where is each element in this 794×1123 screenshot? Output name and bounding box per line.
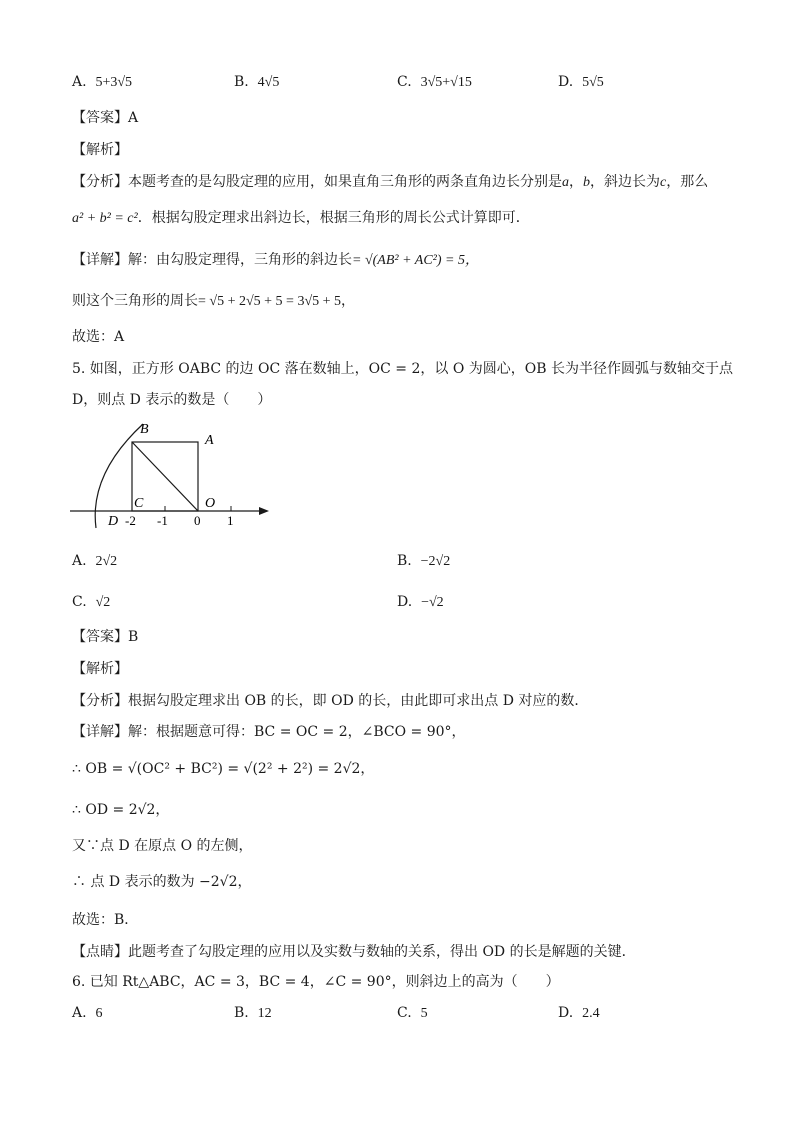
option-letter: A. [72, 553, 87, 569]
q6-option-c [397, 1003, 428, 1024]
q5-detail-line5: ∴ 点 D 表示的数为 −2√2， [72, 874, 252, 890]
tick-label: 1 [227, 513, 234, 528]
q5-option-d [397, 592, 444, 613]
label-d: D [108, 514, 119, 529]
q5-answer [72, 627, 138, 647]
arrow-icon [259, 507, 269, 515]
fenxi-text: ．根据勾股定理求出斜边长，根据三角形的周长公式计算即可． [137, 210, 530, 226]
q5-detail-line2: ∴ OB = √(OC² + BC²) = √(2² + 2²) = 2√2， [72, 761, 375, 777]
option-letter: A. [72, 1005, 87, 1021]
label-c: C [134, 496, 144, 511]
option-letter: B. [234, 74, 249, 90]
detail-text: 解：根据题意可得：BC = OC = 2，∠BCO = 90°， [128, 724, 466, 740]
q4-option-a [72, 72, 132, 93]
detail-tag: 【详解】 [72, 252, 128, 268]
q4-analysis-heading: 【解析】 [72, 142, 128, 158]
fenxi-text: ，那么 [666, 174, 709, 190]
q4-answer [72, 108, 138, 128]
answer-tag: 【答案】 [72, 110, 128, 126]
option-text: √2 [95, 595, 111, 610]
q4-select: 故选：A [72, 329, 125, 345]
q5-option-c [72, 592, 110, 613]
option-text: 3√5+√15 [420, 75, 472, 90]
answer-value: A [128, 110, 139, 126]
q4-option-c [397, 72, 472, 93]
q5-fenxi [72, 691, 588, 711]
fenxi-text: ，斜边长为 [590, 174, 660, 190]
q6-option-b [234, 1003, 272, 1024]
option-text: 4√5 [257, 75, 280, 90]
q4-fenxi-line2 [72, 208, 530, 229]
dianjing-text: 此题考查了勾股定理的应用以及实数与数轴的关系，得出 OD 的长是解题的关键． [128, 944, 636, 960]
q5-dianjing [72, 942, 636, 962]
option-letter: C. [397, 1005, 412, 1021]
tick-label: -1 [157, 513, 168, 528]
q5-option-a [72, 551, 117, 572]
q6-stem: 6. 已知 Rt△ABC，AC = 3，BC = 4，∠C = 90°，则斜边上的高为（ ） [72, 974, 560, 990]
fenxi-tag: 【分析】 [72, 174, 128, 190]
tick-label: 0 [194, 513, 201, 528]
q6-option-a [72, 1003, 102, 1024]
q4-option-d [558, 72, 604, 93]
option-text: 5√5 [582, 75, 604, 90]
option-text: 5 [420, 1006, 428, 1021]
label-b: B [140, 422, 149, 437]
q5-select: 故选：B． [72, 912, 139, 928]
option-letter: D. [558, 74, 574, 90]
var-b: b [583, 175, 590, 190]
q5-stem-line1: 5. 如图，正方形 OABC 的边 OC 落在数轴上，OC = 2，以 O 为圆心，OB 长为半径作圆弧与数轴交于点 [72, 361, 733, 377]
option-text: 2√2 [95, 554, 118, 569]
detail-text: 解：由勾股定理得，三角形的斜边长 [128, 252, 352, 268]
fenxi-tag: 【分析】 [72, 693, 128, 709]
option-letter: C. [397, 74, 412, 90]
option-text: 5+3√5 [95, 75, 133, 90]
option-letter: D. [558, 1005, 574, 1021]
label-o: O [205, 496, 216, 511]
q5-figure [68, 416, 278, 532]
option-letter: C. [72, 594, 87, 610]
option-letter: B. [234, 1005, 249, 1021]
option-letter: D. [397, 594, 413, 610]
q5-option-b [397, 551, 450, 572]
option-text: 2.4 [582, 1006, 600, 1021]
option-text: 12 [257, 1006, 272, 1021]
detail-formula: = √5 + 2√5 + 5 = 3√5 + 5， [198, 294, 356, 309]
answer-value: B [128, 629, 139, 645]
option-text: −√2 [421, 595, 444, 610]
detail-text: 则这个三角形的周长 [72, 293, 198, 309]
detail-tag: 【详解】 [72, 724, 128, 740]
option-letter: B. [397, 553, 412, 569]
dianjing-tag: 【点睛】 [72, 944, 128, 960]
q5-analysis-heading: 【解析】 [72, 661, 128, 677]
detail-formula: = √(AB² + AC²) = 5， [352, 253, 479, 268]
fenxi-text: 本题考查的是勾股定理的应用，如果直角三角形的两条直角边长分别是 [128, 174, 562, 190]
q5-detail-line1 [72, 722, 466, 742]
answer-tag: 【答案】 [72, 629, 128, 645]
q6-option-d [558, 1003, 600, 1024]
q5-detail-line3: ∴ OD = 2√2， [72, 802, 170, 818]
tick-label: -2 [125, 513, 136, 528]
label-a: A [205, 433, 214, 448]
pythagoras-formula: a² + b² = c² [72, 211, 138, 226]
var-a: a [562, 175, 569, 190]
q5-detail-line4: 又∵点 D 在原点 O 的左侧， [72, 838, 253, 854]
option-letter: A. [72, 74, 87, 90]
var-c: c [660, 175, 667, 190]
option-text: −2√2 [420, 554, 451, 569]
q4-fenxi-line1: 【分析】本题考查的是勾股定理的应用，如果直角三角形的两条直角边长分别是a，b，斜边长为c，那么 [72, 174, 709, 190]
q5-stem-line2: D，则点 D 表示的数是（ ） [72, 392, 272, 408]
q4-detail-line1 [72, 250, 479, 271]
option-text: 6 [95, 1006, 103, 1021]
q4-option-b [234, 72, 279, 93]
q4-detail-line2 [72, 291, 355, 312]
fenxi-text: 根据勾股定理求出 OB 的长，即 OD 的长，由此即可求出点 D 对应的数． [128, 693, 589, 709]
